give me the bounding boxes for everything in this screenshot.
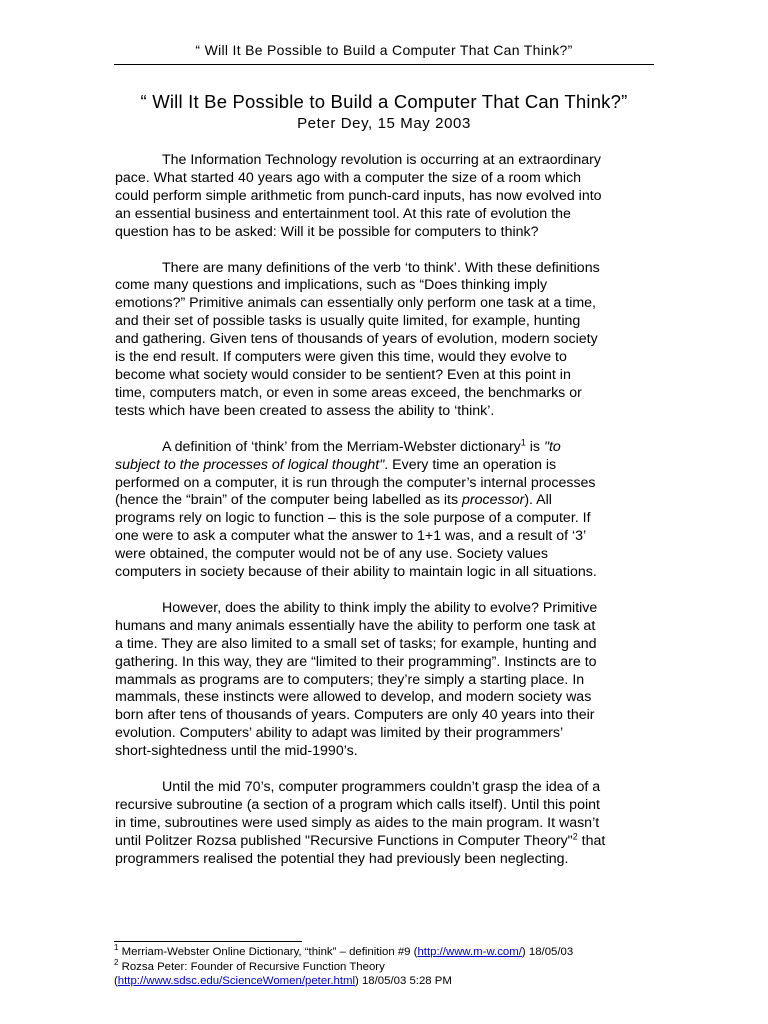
paragraph-3-text-b: is <box>525 438 544 455</box>
footnotes <box>114 945 659 989</box>
paragraph-5-text-a: Until the mid 70’s, computer programmers couldn’t grasp the idea of a recursive subroutine (a section of a program which calls itself). Until this point in time, subroutines were used simply as aides to the main program. It wasn’t until Politzer Rozsa published "Recursive Functions in Computer Theory" <box>115 779 601 849</box>
footnote-1-date: ) 18/05/03 <box>521 946 574 958</box>
footnote-ref-2[interactable]: 2 <box>572 831 578 842</box>
running-header: “ Will It Be Possible to Build a Computer That Can Think?” <box>195 42 573 58</box>
paragraph-3-text-d: ). All programs rely on logic to function – this is the sole purpose of a computer. If one were to ask a computer what the answer to 1+1 was, and a result of ‘3’ were obtained, the computer would not be of any use. Society values computers in society because of their ability to maintain logic in all situations. <box>115 492 597 581</box>
footnote-2-date: ) 18/05/03 5:28 PM <box>355 975 452 988</box>
footnote-2-number: 2 <box>114 957 119 967</box>
footnote-1 <box>114 945 659 960</box>
footnote-1-link[interactable]: http://www.m-w.com/ <box>417 946 522 958</box>
document-title: “ Will It Be Possible to Build a Computer That Can Think?” <box>140 91 628 112</box>
header-rule <box>114 64 654 65</box>
paragraph-3-text-a: A definition of ‘think’ from the Merriam-Webster dictionary <box>162 438 521 455</box>
footnote-2 <box>114 957 659 989</box>
paragraph-5 <box>115 779 657 869</box>
paragraph-3 <box>115 436 657 582</box>
paragraph-2-text: There are many definitions of the verb ‘to think’. With these definitions come many questions and implications, such as “Does thinking imply emotions?” Primitive animals can essentially only perform one task at a time, and their set of possible tasks is usually quite limited, for example, hunting and gathering. Given tens of thousands of years of evolution, modern society is the end result. If computers were given this time, would they evolve to become what society would consider to be sentient? Even at this point in time, computers match, or even in some areas exceed, the benchmarks or tests which have been created to assess the ability to ‘think’. <box>115 259 600 419</box>
definition-quote: "to subject to the processes of logical thought" <box>115 438 561 473</box>
paragraph-4-text: However, does the ability to think imply the ability to evolve? Primitive humans and many animals essentially have the ability to perform one task at a time. They are also limited to a small set of tasks; for example, hunting and gathering. In this way, they are “limited to their programming”. Instincts are to mammals as programs are to computers; they’re simply a starting place. In mammals, these instincts were allowed to develop, and modern society was born after tens of thousands of years. Computers are only 40 years into their evolution. Computers’ ability to adapt was limited by their programmers’ short-sightedness until the mid-1990’s. <box>115 599 598 760</box>
body-text <box>115 152 657 887</box>
footnote-2-link[interactable]: http://www.sdsc.edu/ScienceWomen/peter.html <box>117 975 356 988</box>
footnote-2-text: Rozsa Peter: Founder of Recursive Function Theory ( <box>114 960 385 988</box>
footnote-ref-1[interactable]: 1 <box>520 436 526 447</box>
author-date: Peter Dey, 15 May 2003 <box>297 115 471 132</box>
processor-emphasis: processor <box>462 492 525 509</box>
paragraph-1-text: The Information Technology revolution is occurring at an extraordinary pace. What started 40 years ago with a computer the size of a room which could perform simple arithmetic from punch-card inputs, has now evolved into an essential business and entertainment tool. At this rate of evolution the question has to be asked: Will it be possible for computers to think? <box>115 152 602 240</box>
footnote-1-text: Merriam-Webster Online Dictionary, “think” – definition #9 ( <box>118 946 418 958</box>
paragraph-5-text-b: that programmers realised the potential they had previously been neglecting. <box>115 832 606 867</box>
paragraph-4 <box>115 600 657 761</box>
paragraph-1 <box>115 152 657 242</box>
footnote-1-number: 1 <box>114 943 119 953</box>
paragraph-3-text-c: . Every time an operation is performed on a computer, it is run through the computer’s internal processes (hence the “brain” of the computer being labelled as its <box>115 456 596 509</box>
paragraph-2 <box>115 260 657 421</box>
footnote-rule <box>114 941 302 942</box>
